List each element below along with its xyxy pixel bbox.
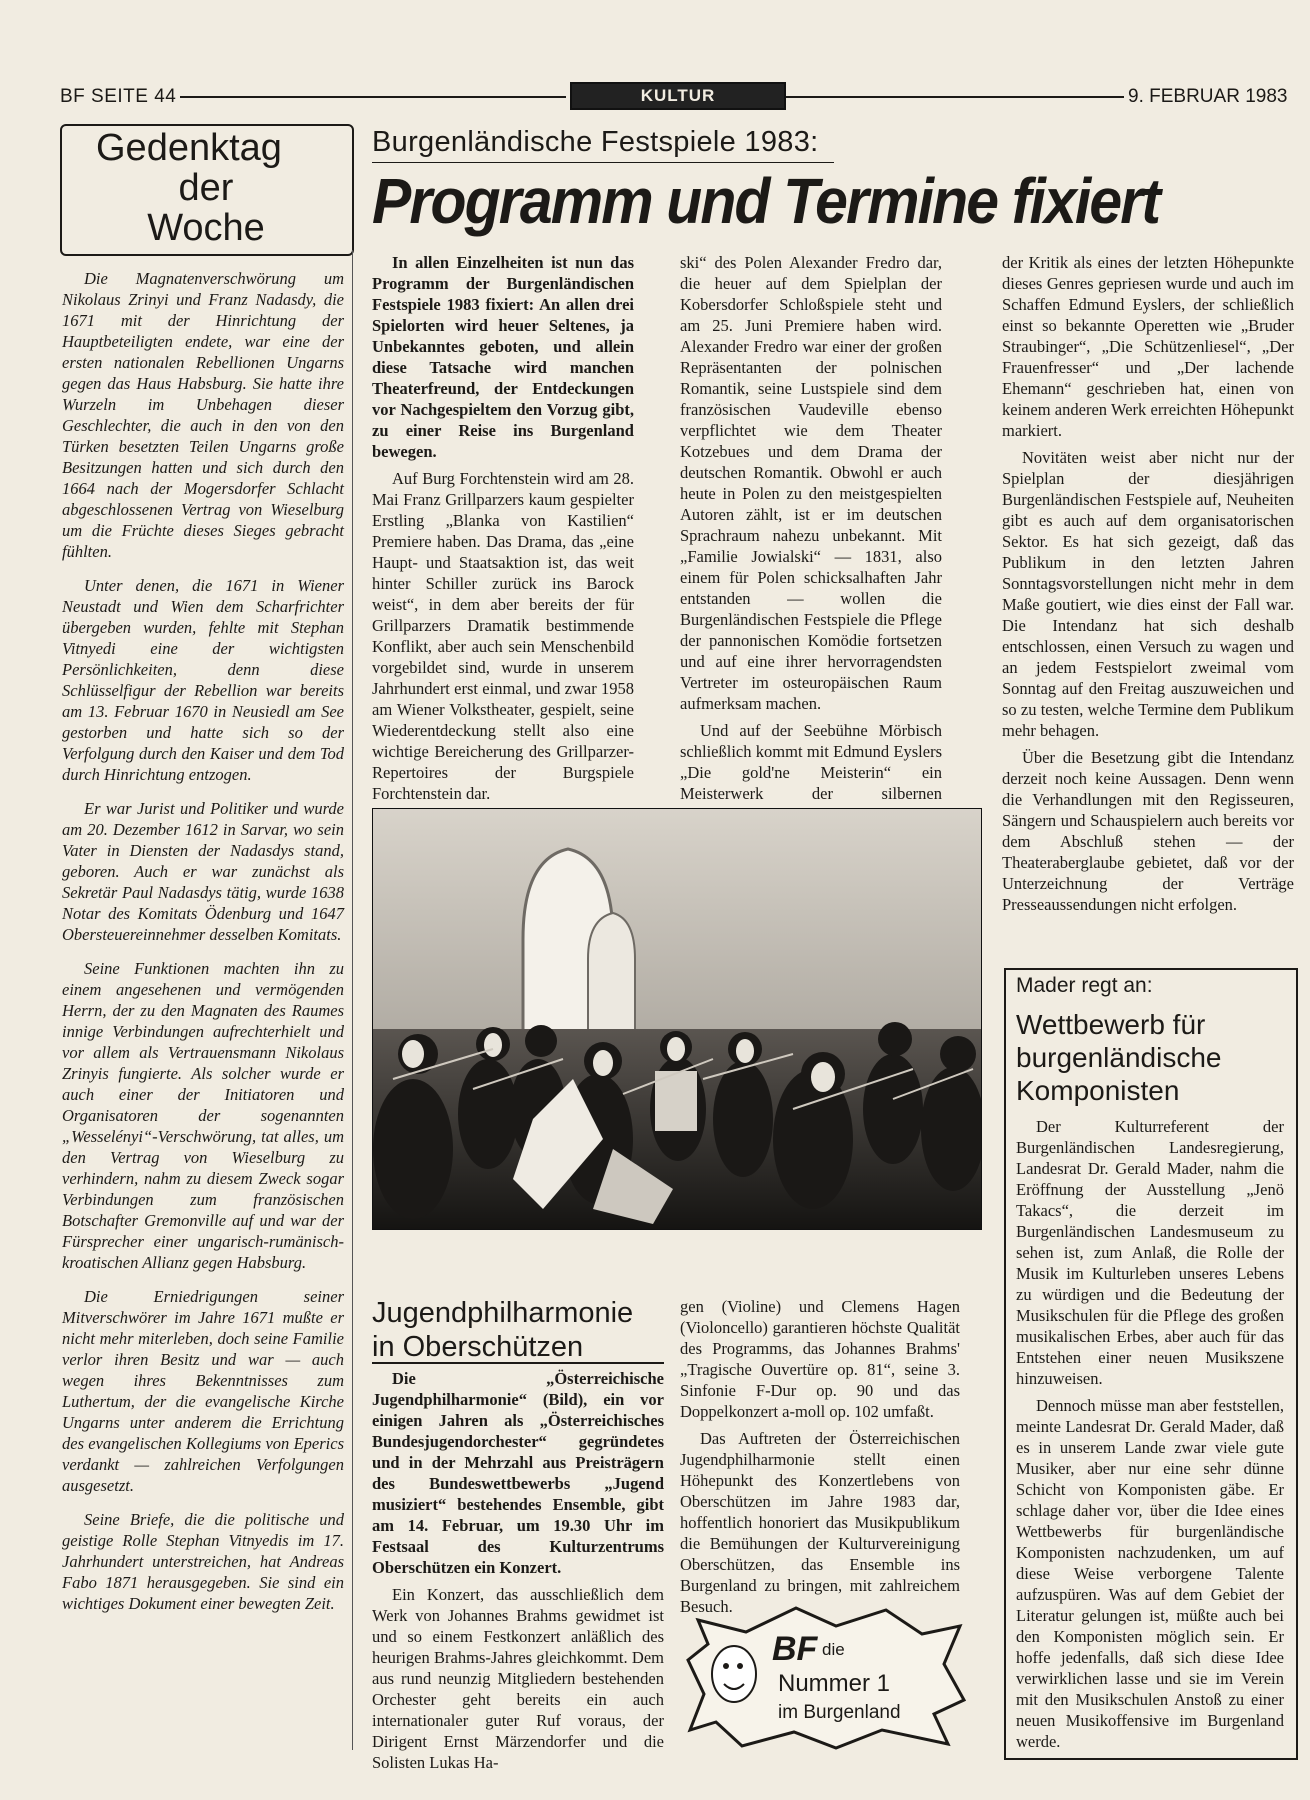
mader-kicker: Mader regt an: [1016,974,1153,997]
orchestra-photo [372,808,982,1230]
gedenktag-title [86,128,326,248]
article-lead: In allen Einzelheiten ist nun das Programm der Burgenländischen Festspiele 1983 fixiert: An allen drei Spielorten wird heuer Seltenes, ja Unbekanntes geboten, und allein diese Tatsache wird manchen Theaterfreund, der Entdeckungen vor Nachgespieltem den Vorzug gibt, zu einer Reise ins Burgenland bewegen. [372,253,634,461]
jugend-rule [372,1362,664,1364]
article-column-3 [1002,252,1294,921]
jugend-paragraph: gen (Violine) und Clemens Hagen (Violoncello) garantieren höchste Qualität des Programms, das Johannes Brahms' „Tragische Ouvertüre op. 81“, seine 3. Sinfonie F-Dur op. 90 und das Doppelkonzert a-moll op. 102 umfaßt. [680,1297,960,1421]
header-rule-left [180,96,566,98]
gedenktag-title-line-1: Gedenktag [96,127,282,169]
jugend-column-2 [680,1296,960,1623]
jugend-lead: Die „Österreichische Jugendphilharmonie“ (Bild), ein vor einigen Jahren als „Österreichisches Bundesjugendorchester“ gegründetes und in der Mehrzahl aus Preisträgern des Bundeswettbewerbs „Jugend musiziert“ bestehendes Ensemble, gibt am 14. Februar, um 19.30 Uhr im Festsaal des Kulturzentrums Oberschützen ein Konzert. [372,1369,664,1577]
article-paragraph: Über die Besetzung gibt die Intendanz derzeit noch keine Aussagen. Denn wenn die Verhandlungen mit den Regisseuren, Sängern und Schauspielern auch bereits vor dem Abschluß stehen — der Theateraberglaube gebietet, daß vor der Unterzeichnung der Verträge Presseaussendungen nicht erfolgen. [1002,748,1294,914]
jugend-paragraph: Ein Konzert, das ausschließlich dem Werk von Johannes Brahms gewidmet ist und so einem Festkonzert anläßlich des heurigen Brahms-Jahres gleichkommt. Dem aus rund neunzig Mitgliedern bestehenden Orchester geht bereits ein auch internationaler guter Ruf voraus, der Dirigent Ernst Märzendorfer und die Solisten Lukas Ha- [372,1585,664,1772]
gedenktag-title-line-3: Woche [147,207,265,249]
jugend-title [372,1296,664,1364]
mader-title-line-3: Komponisten [1016,1075,1180,1106]
orchestra-photo-image [373,809,981,1229]
ad-line-1: die [822,1640,845,1659]
gedenktag-paragraph: Unter denen, die 1671 in Wiener Neustadt und Wien dem Scharfrichter übergeben wurden, fehlte mit Stephan Vitnyedi eine der wichtigsten Persönlichkeiten, denn diese Schlüsselfigur der Rebellion war bereits am 13. Februar 1670 in Neusiedl am See gestorben und hatte sich so der Verfolgung durch den Kaiser und dem Tod durch Hinrichtung entzogen. [62,576,344,784]
header-rule-right [786,96,1124,98]
ad-line-2: Nummer 1 [778,1670,891,1697]
jugend-paragraph: Das Auftreten der Österreichischen Jugendphilharmonie stellt einen Höhepunkt des Konzertlebens von Oberschützen im Jahre 1983 dar, hoffentlich honoriert das Musikpublikum die Bemühungen der Kulturvereinigung Oberschützen, das Ensemble ins Burgenland zu bringen, mit zahlreichem Besuch. [680,1429,960,1616]
gedenktag-title-line-2: der [178,167,234,209]
gedenktag-body [62,268,344,1627]
gedenktag-paragraph: Die Magnatenverschwörung um Nikolaus Zrinyi und Franz Nadasdy, die 1671 mit der Hinrichtung der Hauptbeteiligten endete, war eine der ersten nationalen Rebellionen Ungarns gegen das Haus Habsburg. Sie hatte ihre Wurzeln im Unbehagen dieser Geschlechter, die auch in den von den Türken besetzten Teilen Ungarns große Besitzungen hatten und sich durch den 1664 nach der Mogersdorfer Schlacht abgeschlossenen Vertrag von Wieselburg um die Früchte dieses Sieges gebracht fühlten. [62,269,344,561]
gedenktag-paragraph: Er war Jurist und Politiker und wurde am 20. Dezember 1612 in Sarvar, wo sein Vater in Diensten der Nadasdys stand, geboren. Auch er war zunächst als Sekretär Paul Nadasdys tätig, wurde 1638 Notar des Komitats Ödenburg und 1647 Obersteuereinnehmer desselben Komitats. [62,799,344,944]
mader-paragraph: Dennoch müsse man aber feststellen, meinte Landesrat Dr. Gerald Mader, daß es in unserem Lande zwar viele gute Musiker, aber nur eine sehr dünne Schicht von Komponisten gäbe. Er schlage daher vor, über die Idee eines Wettbewerbs für burgenländische Komponisten nachzudenken, um auf diese Weise verborgene Talente aufzuspüren. Was auf dem Gebiet der Literatur gelungen ist, müßte auch bei den Komponisten möglich sein. Er hoffe jedenfalls, daß sich diese Idee verwirklichen lasse und sie im Verein mit den Musikschulen Anstoß zu einer neuen Musikoffensive im Burgenland werde. [1016,1396,1284,1751]
article-paragraph: Auf Burg Forchtenstein wird am 28. Mai Franz Grillparzers kaum gespielter Erstling „Blanka von Kastilien“ Premiere haben. Das Drama, das „eine Haupt- und Staatsaktion ist, das weit hinter Schiller zurück ins Barock weist“, in dem aber bereits der für Grillparzers Dramatik bestimmende Konflikt, aber auch sein Menschenbild vorgebildet sind, wurde in unserem Jahrhundert erst einmal, und zwar 1958 am Wiener Volkstheater, gespielt, seine Wiederentdeckung stellt also eine wichtige Bereicherung des Grillparzer-Repertoires der Burgspiele Forchtenstein dar. [372,469,634,803]
article-headline: Programm und Termine fixiert [372,165,1160,237]
issue-date: 9. FEBRUAR 1983 [1128,86,1288,107]
mader-title [1016,1008,1286,1107]
article-paragraph: ski“ des Polen Alexander Fredro dar, die heuer auf dem Spielplan der Kobersdorfer Schloßspiele steht und am 25. Juni Premiere haben wird. Alexander Fredro war einer der großen Repräsentanten der polnischen Romantik, seine Lustspiele sind dem französischen Vaudeville ebenso verpflichtet wie dem Theater Kotzebues und dem Drama der deutschen Romantik. Obwohl er auch heute in Polen zu den meistgespielten Autoren zählt, ist er im deutschen Sprachraum nahezu unbekannt. Mit „Familie Jowialski“ — 1831, also einem für Polen schicksalhaften Jahr entstanden — wollen die Burgenländischen Festspiele die Pflege der pannonischen Komödie fortsetzen und auf eine ihrer hervorragendsten Vertreter im osteuropäischen Raum aufmerksam machen. [680,253,942,713]
gedenktag-paragraph: Seine Briefe, die die politische und geistige Rolle Stephan Vitnyedis im 17. Jahrhundert unterstreichen, hat Andreas Fabo 1871 herausgegeben. Sie sind ein wichtiges Dokument einer bewegten Zeit. [62,1510,344,1613]
jugend-title-line-2: in Oberschützen [372,1331,584,1363]
column-divider [352,250,353,1750]
mader-title-line-1: Wettbewerb für [1016,1009,1206,1040]
article-kicker: Burgenländische Festspiele 1983: [372,126,819,158]
article-paragraph: der Kritik als eines der letzten Höhepunkte dieses Genres gepriesen wurde und auch im Schaffen Edmund Eyslers, der schließlich einst so bekannte Operetten wie „Bruder Straubinger“, „Die Schützenliesel“, „Der Frauenfresser“ und „Der lachende Ehemann“ geschrieben hat, einen von keinem anderen Werk erreichten Höhepunkt markiert. [1002,253,1294,440]
mader-paragraph: Der Kulturreferent der Burgenländischen Landesregierung, Landesrat Dr. Gerald Mader, nahm die Eröffnung der Ausstellung „Jenö Takacs“, die derzeit im Burgenländischen Landesmuseum zu sehen ist, zum Anlaß, die Rolle der Musik im Kulturleben unseres Lebens zu würdigen und die Bedeutung der Musikschulen für die Pflege des großen musikalischen Erbes, aber auch für das Entstehen einer neuen Musikszene hinzuweisen. [1016,1117,1284,1388]
section-label: KULTUR [570,82,786,110]
article-paragraph: Novitäten weist aber nicht nur der Spielplan der diesjährigen Burgenländischen Festspiele auf, Neuheiten gibt es auch auf dem organisatorischen Sektor. Es hat sich gezeigt, daß das Publikum in den letzten Jahren Sonntagsvorstellungen nicht mehr in dem Maße goutiert, wie dies einst der Fall war. Die Intendanz hat sich deshalb entschlossen, einen Versuch zu wagen und an jedem Festspielort zweimal vom Sonntag auf den Freitag auszuweichen und so zu testen, welche Termine dem Publikum mehr behagen. [1002,448,1294,740]
mader-body [1016,1116,1284,1758]
jugend-column-1 [372,1368,664,1779]
ad-logo: BF [772,1630,818,1668]
gedenktag-paragraph: Die Erniedrigungen seiner Mitverschwörer im Jahre 1671 mußte er nicht mehr miterleben, doch seine Familie verlor ihren Besitz und war — auch wegen ihres Bekenntnisses zum Luthertum, der die evangelische Kirche Ungarns unter anderem die Errichtung des evangelischen Kollegiums von Eperics verdankt — zahlreichen Verfolgungen ausgesetzt. [62,1287,344,1495]
jugend-title-line-1: Jugendphilharmonie [372,1297,634,1329]
mader-title-line-2: burgenländische [1016,1042,1222,1073]
kicker-rule [372,162,834,163]
bf-advertisement [686,1604,966,1750]
page-number: BF SEITE 44 [60,86,177,107]
gedenktag-paragraph: Seine Funktionen machten ihn zu einem angesehenen und vermögenden Herrn, der zu den Magnaten des Raumes innige Verbindungen aufrechterhielt und vor allem als Vertrauensmann Nikolaus Zrinyis fungierte. Als solcher wurde er auch einer der Initiatoren und Organisatoren der sogenannten „Wesselényi“-Verschwörung, tat alles, um den Vertrag von Wieselburg zu verhindern, nahm zu diesem Zweck sogar Verbindungen zum französischen Botschafter Gremonville auf und war der Fürsprecher einer ungarisch-rumänisch-kroatischen Allianz gegen Habsburg. [62,959,344,1272]
article-paragraph: Und auf der Seebühne Mörbisch schließlich kommt mit Edmund Eyslers „Die gold'ne Meisterin“ ein Meisterwerk der silbernen [680,721,942,803]
article-column-2 [680,252,942,894]
ad-line-3: im Burgenland [778,1702,901,1723]
article-column-1 [372,252,634,858]
